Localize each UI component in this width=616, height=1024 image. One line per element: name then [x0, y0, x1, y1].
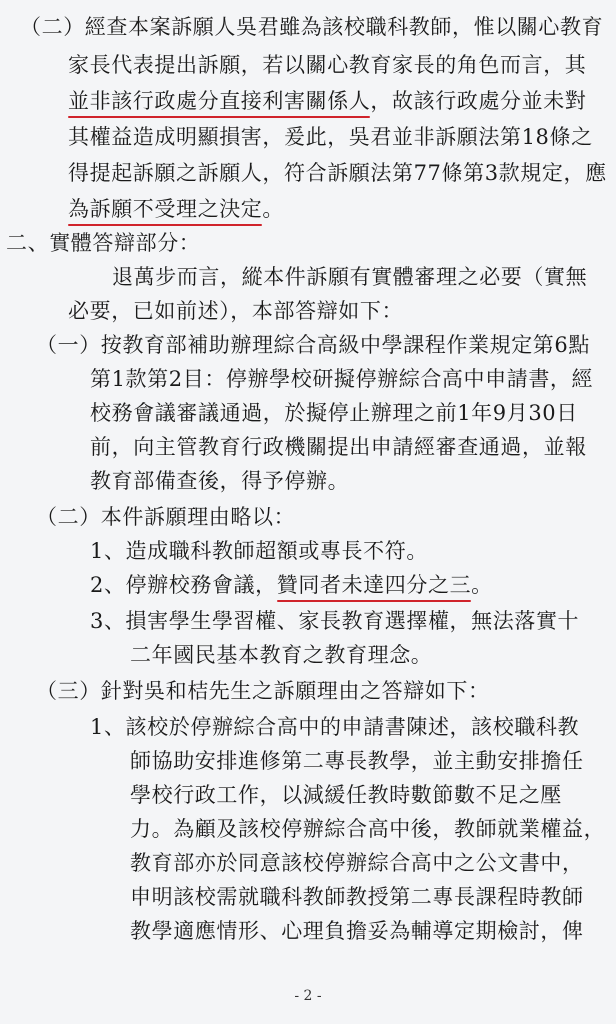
section-heading: 二、實體答辯部分： — [6, 231, 201, 255]
text-line: 前，向主管教育行政機關提出申請經審查通過，並報 — [90, 435, 587, 459]
text-line: 為訴願不受理之決定。 — [68, 197, 285, 221]
list-item: 1、該校於停辦綜合高中的申請書陳述，該校職科教 — [90, 715, 580, 739]
text-line: 退萬步而言，縱本件訴願有實體審理之必要（實無 — [112, 265, 588, 289]
text-line: 其權益造成明顯損害，爰此，吳君並非訴願法第18條之 — [68, 125, 593, 149]
text-line: 力。為顧及該校停辦綜合高中後，教師就業權益， — [130, 817, 606, 841]
list-item: 2、停辦校務會議，贊同者未達四分之三。 — [90, 573, 493, 597]
page-number: - 2 - — [294, 988, 322, 1004]
underlined-text: 並非該行政處分直接利害關係人 — [68, 89, 371, 113]
text-line: 教學適應情形、心理負擔妥為輔導定期檢討，俾 — [130, 919, 584, 943]
text-line: 第1款第2目：停辦學校研擬停辦綜合高中申請書，經 — [90, 367, 594, 391]
text-line: （二）經查本案訴願人吳君雖為該校職科教師，惟以關心教育 — [20, 15, 604, 39]
list-item: 3、損害學生學習權、家長教育選擇權，無法落實十 — [90, 609, 580, 633]
text-line: 得提起訴願之訴願人，符合訴願法第77條第3款規定，應 — [68, 161, 607, 185]
text-line: （三）針對吳和桔先生之訴願理由之答辯如下： — [36, 679, 490, 703]
text-line: （一）按教育部補助辦理綜合高級中學課程作業規定第6點 — [36, 333, 590, 357]
text-line: 教育部亦於同意該校停辦綜合高中之公文書中， — [130, 851, 584, 875]
text-line: 家長代表提出訴願，若以關心教育家長的角色而言，其 — [68, 53, 587, 77]
underlined-text: 贊同者未達四分之三 — [276, 573, 472, 597]
list-item: 1、造成職科教師超額或專長不符。 — [90, 539, 428, 563]
text-line: 師協助安排進修第二專長教學，並主動安排擔任 — [130, 749, 584, 773]
text-line: 學校行政工作，以減緩任教時數節數不足之壓 — [130, 783, 562, 807]
text-line: 二年國民基本教育之教育理念。 — [130, 643, 433, 667]
underlined-text: 為訴願不受理之決定 — [68, 197, 263, 221]
text-line: （二）本件訴願理由略以： — [36, 505, 296, 529]
text-line: 必要，已如前述），本部答辯如下： — [68, 299, 404, 323]
text-line: 並非該行政處分直接利害關係人，故該行政處分並未對 — [68, 89, 587, 113]
text-line: 校務會議審議通過，於擬停止辦理之前1年9月30日 — [90, 401, 578, 425]
text-line: 教育部備查後，得予停辦。 — [90, 469, 350, 493]
text-line: 申明該校需就職科教師教授第二專長課程時教師 — [130, 885, 584, 909]
